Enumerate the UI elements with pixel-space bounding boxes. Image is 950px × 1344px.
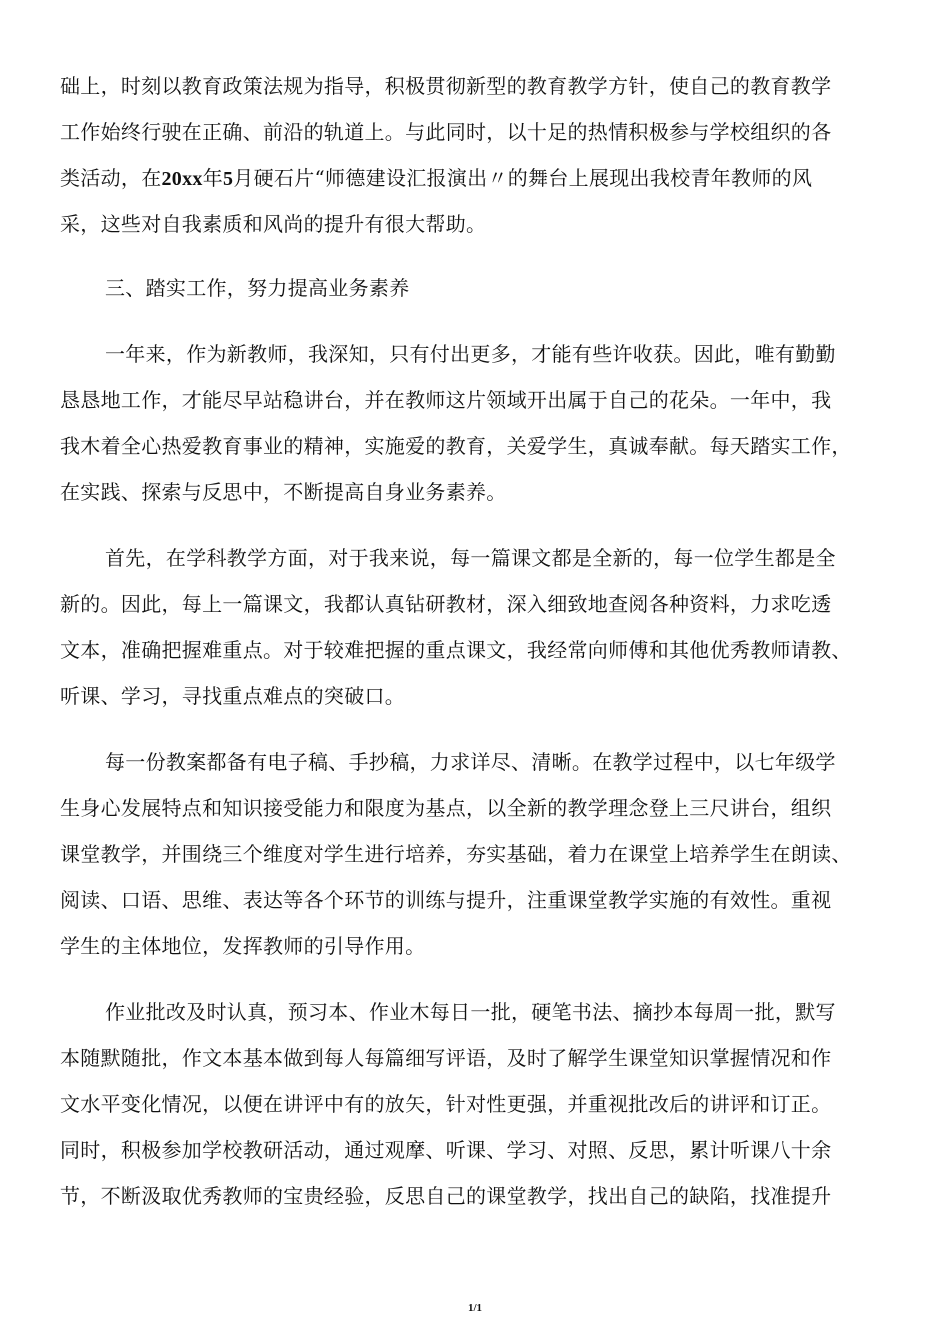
text-line: 每一份教案都备有电子稿、手抄稿，力求详尽、清晰。在教学过程中，以七年级学 — [105, 750, 836, 774]
text-line: 采，这些对自我素质和风尚的提升有很大帮助。 — [60, 212, 487, 236]
text-line: 生身心发展特点和知识接受能力和限度为基点，以全新的教学理念登上三尺讲台，组织 — [60, 796, 832, 820]
text-run: 类活动，在 — [60, 166, 162, 190]
text-line: 新的。因此，每上一篇课文，我都认真钻研教材，深入细致地查阅各种资料，力求吃透 — [60, 592, 832, 616]
text-line: 础上，时刻以教育政策法规为指导，积极贯彻新型的教育教学方针，使自己的教育教学 — [60, 74, 832, 98]
text-line: 同时，积极参加学校教研活动，通过观摩、听课、学习、对照、反思，累计听课八十余 — [60, 1138, 832, 1162]
text-line: 听课、学习，寻找重点难点的突破口。 — [60, 684, 406, 708]
month-number: 5 — [223, 168, 234, 190]
text-run: 年 — [202, 166, 224, 190]
section-heading: 三、踏实工作，努力提高业务素养 — [105, 276, 410, 300]
text-line: 节，不断汲取优秀教师的宝贵经验，反思自己的课堂教学，找出自己的缺陷，找准提升 — [60, 1184, 832, 1208]
text-line: 恳恳地工作，才能尽早站稳讲台，并在教师这片领域开出属于自己的花朵。一年中，我 — [60, 388, 832, 412]
text-line: 在实践、探索与反思中，不断提高自身业务素养。 — [60, 480, 507, 504]
text-line: 阅读、口语、思维、表达等各个环节的训练与提升，注重课堂教学实施的有效性。重视 — [60, 888, 832, 912]
text-line: 学生的主体地位，发挥教师的引导作用。 — [60, 934, 426, 958]
text-line: 作业批改及时认真，预习本、作业木每日一批，硬笔书法、摘抄本每周一批，默写 — [105, 1000, 836, 1024]
text-line: 文水平变化情况，以便在讲评中有的放矢，针对性更强，并重视批改后的讲评和订正。 — [60, 1092, 832, 1116]
text-run: 月硬石片“师德建设汇报演出〃的舞台上展现出我校青年教师的风 — [233, 166, 813, 190]
text-line: 工作始终行驶在正确、前沿的轨道上。与此同时，以十足的热情积极参与学校组织的各 — [60, 120, 832, 144]
text-line: 一年来，作为新教师，我深知，只有付出更多，才能有些许收获。因此，唯有勤勤 — [105, 342, 836, 366]
text-line: 文本，准确把握难重点。对于较难把握的重点课文，我经常向师傅和其他优秀教师请教、 — [60, 638, 852, 662]
text-line: 首先，在学科教学方面，对于我来说，每一篇课文都是全新的，每一位学生都是全 — [105, 546, 836, 570]
text-line: 我木着全心热爱教育事业的精神，实施爱的教育，关爱学生，真诚奉献。每天踏实工作， — [60, 434, 852, 458]
page-number: 1/1 — [467, 1302, 483, 1314]
text-line: 课堂教学，并围绕三个维度对学生进行培养，夯实基础，着力在课堂上培养学生在朗读、 — [60, 842, 852, 866]
year-text: 20xx — [161, 168, 203, 190]
text-line: 本随默随批，作文本基本做到每人每篇细写评语，及时了解学生课堂知识掌握情况和作 — [60, 1046, 832, 1070]
text-line-mixed — [60, 164, 812, 193]
